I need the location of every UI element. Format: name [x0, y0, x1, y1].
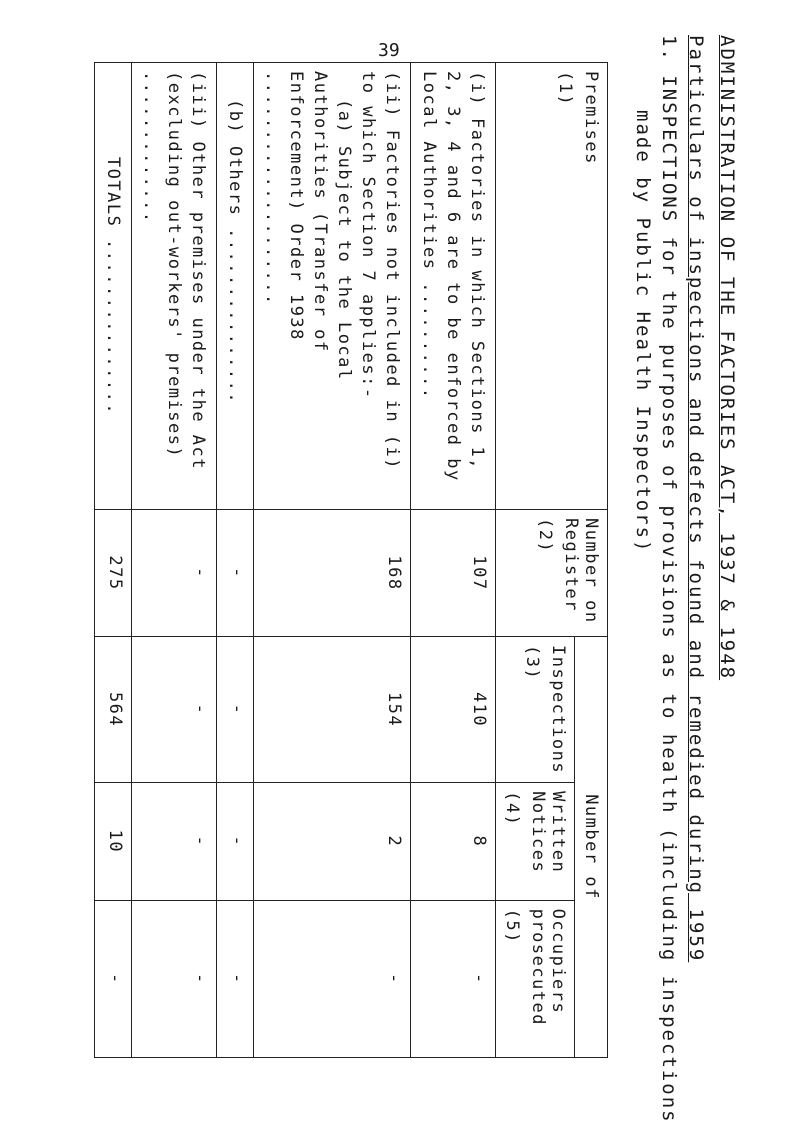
premises-header: Premises (1) — [496, 63, 608, 510]
row-label: (ii) Factories not included in (i) to which Section 7 applies:- (a) Subject to the Local Authorities (Transfer of Enforcement) Order 1938 .................... — [254, 63, 411, 510]
row-label: (i) Factories in which Sections 1, 2, 3, 4 and 6 are to be enforced by Local Authorities .......... — [411, 63, 496, 510]
register-cell: - — [132, 510, 217, 637]
totals-row — [95, 63, 132, 1058]
inspections-cell: 154 — [254, 637, 411, 783]
notices-cell: - — [217, 783, 254, 901]
register-cell: - — [217, 510, 254, 637]
prosecuted-total: - — [95, 900, 132, 1057]
inspections-cell: - — [132, 637, 217, 783]
inspections-cell: - — [217, 637, 254, 783]
section-title-continued: made by Public Health Inspectors) — [632, 110, 654, 554]
table-row — [254, 63, 411, 1058]
prosecuted-header: Occupiers prosecuted (5) — [496, 900, 575, 1057]
page-heading: ADMINISTRATION OF THE FACTORIES ACT, 1937 & 1948 — [716, 35, 738, 681]
prosecuted-cell: - — [132, 900, 217, 1057]
register-header: Number on Register (2) — [496, 510, 608, 637]
inspections-total: 564 — [95, 637, 132, 783]
inspections-cell: 410 — [411, 637, 496, 783]
register-cell: 168 — [254, 510, 411, 637]
section-title — [658, 35, 680, 1124]
inspections-header: Inspections (3) — [496, 637, 575, 783]
subheading-text: Particulars of inspections and defects found and remedied during 1959 — [685, 35, 707, 963]
prosecuted-cell: - — [217, 900, 254, 1057]
notices-cell: - — [132, 783, 217, 901]
totals-label: TOTALS ............... — [95, 63, 132, 510]
table-row — [217, 63, 254, 1058]
table-row — [411, 63, 496, 1058]
table-row — [132, 63, 217, 1058]
page-number: 39 — [378, 40, 400, 61]
prosecuted-cell: - — [411, 900, 496, 1057]
page-subheading — [685, 35, 707, 962]
notices-cell: 8 — [411, 783, 496, 901]
prosecuted-cell: - — [254, 900, 411, 1057]
number-of-header: Number of — [575, 637, 608, 1058]
notices-total: 10 — [95, 783, 132, 901]
row-label: (iii) Other premises under the Act (excluding out-workers' premises) ............. — [132, 63, 217, 510]
notices-cell: 2 — [254, 783, 411, 901]
row-label: (b) Others ............... — [217, 63, 254, 510]
section-line1: INSPECTIONS for the purposes of provisions as to health (including inspections — [658, 75, 680, 1124]
register-total: 275 — [95, 510, 132, 637]
register-cell: 107 — [411, 510, 496, 637]
section-number: 1. — [658, 35, 680, 62]
inspections-table — [94, 62, 608, 1058]
notices-header: Written Notices (4) — [496, 783, 575, 901]
header-row — [575, 63, 608, 1058]
